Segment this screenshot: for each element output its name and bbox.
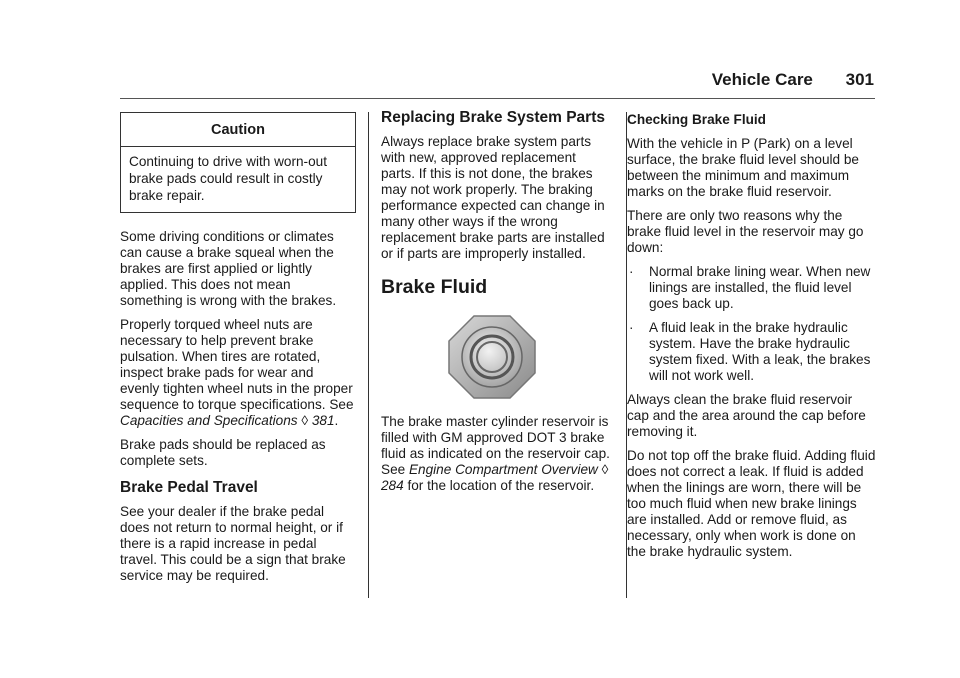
bullet-icon: · xyxy=(629,264,634,279)
page-number: 301 xyxy=(845,70,874,89)
subsection-label: Checking Brake Fluid xyxy=(627,112,766,127)
paragraph: See your dealer if the brake pedal does not return to normal height, or if there is a rapid increase in pedal travel. This could be a sign that brake service may be required. xyxy=(120,504,346,583)
paragraph: The brake master cylinder reservoir is filled with GM approved DOT 3 brake fluid as indicated on the reservoir cap. See Engine Compartment Overview ◊ 284 for the location of the reservoir. xyxy=(381,414,610,493)
header-rule xyxy=(120,98,875,99)
list-item: · A fluid leak in the brake hydraulic system. Have the brake hydraulic system fixed. With a leak, the brakes will not work well. xyxy=(629,320,871,383)
bullet-icon: · xyxy=(629,320,634,335)
reference-icon: ◊ xyxy=(301,413,309,428)
paragraph: With the vehicle in P (Park) on a level surface, the brake fluid level should be between the minimum and maximum marks on the brake fluid reservoir. xyxy=(627,136,859,199)
brake-fluid-cap-icon xyxy=(447,314,537,400)
brake-fluid-symbol xyxy=(371,314,613,400)
column-left xyxy=(120,112,356,592)
paragraph: Do not top off the brake fluid. Adding fluid does not correct a leak. If fluid is added when the linings are worn, there will be too much fluid when new brake linings are installed. Add or remove fluid, as necessary, only when work is done on the brake hydraulic system. xyxy=(627,448,876,559)
paragraph: Some driving conditions or climates can cause a brake squeal when the brakes are first applied or lightly applied. This does not mean something is wrong with the brakes. xyxy=(120,229,337,308)
section-heading: Brake Pedal Travel xyxy=(120,479,258,496)
chapter-heading: Brake Fluid xyxy=(381,276,488,298)
caution-title: Caution xyxy=(121,113,355,147)
section-title: Vehicle Care xyxy=(711,70,813,89)
section-heading: Replacing Brake System Parts xyxy=(381,109,605,126)
page-reference[interactable]: 381 xyxy=(311,413,335,428)
column-divider xyxy=(368,112,369,598)
paragraph: There are only two reasons why the brake fluid level in the reservoir may go down: xyxy=(627,208,864,255)
page-header xyxy=(712,70,874,90)
cross-reference-link[interactable]: Capacities and Specifications xyxy=(120,413,298,428)
caution-text: Continuing to drive with worn-out brake pads could result in costly brake repair. xyxy=(129,154,327,203)
list-item: · Normal brake lining wear. When new linings are installed, the fluid level goes back up. xyxy=(629,264,871,311)
page-reference[interactable]: 284 xyxy=(381,478,404,493)
column-middle xyxy=(381,109,613,502)
paragraph: Always replace brake system parts with new, approved replacement parts. If this is not done, the brakes may not work properly. The braking performance expected can change in many other ways if the wrong replacement brake parts are installed or if parts are improperly installed. xyxy=(381,134,605,261)
paragraph: Brake pads should be replaced as complete sets. xyxy=(120,437,326,468)
column-right xyxy=(627,112,877,568)
paragraph: Properly torqued wheel nuts are necessary to help prevent brake pulsation. When tires are rotated, inspect brake pads for wear and evenly tighten wheel nuts in the proper sequence to torque specifications. See Capacities and Specifications ◊ 381. xyxy=(120,317,354,428)
cross-reference-link[interactable]: Engine Compartment Overview xyxy=(408,462,598,477)
reference-icon: ◊ xyxy=(601,462,609,477)
paragraph: Always clean the brake fluid reservoir cap and the area around the cap before removing it. xyxy=(627,392,866,439)
caution-box xyxy=(120,112,356,213)
